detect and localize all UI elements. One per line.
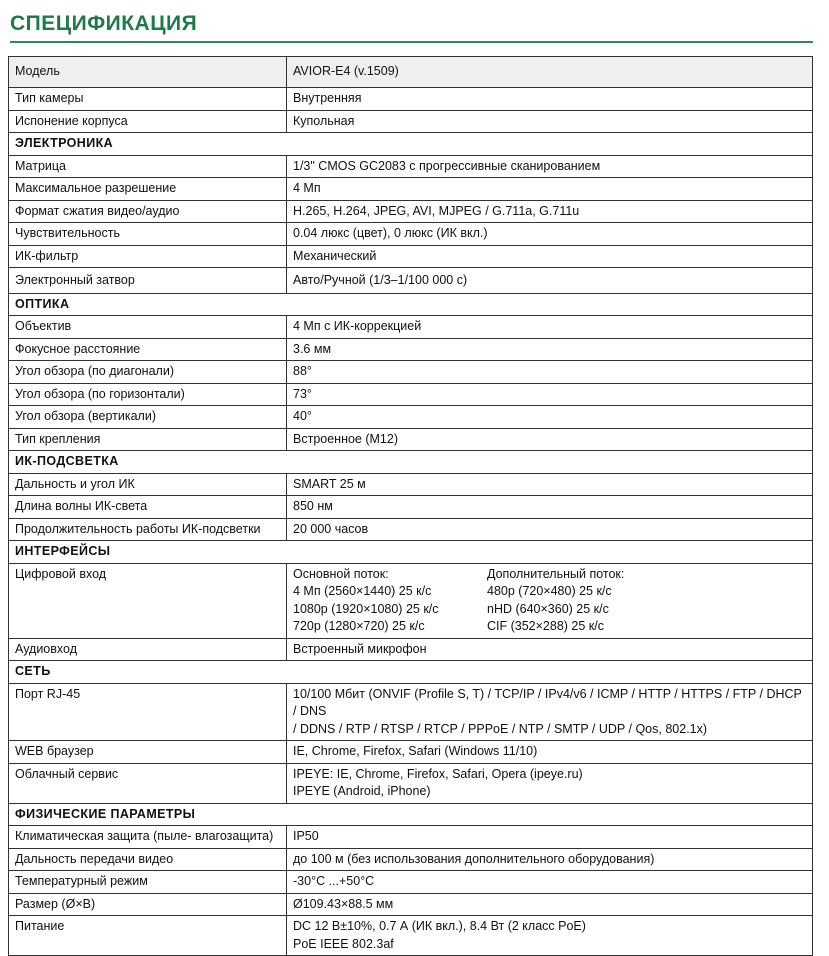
row-label: Тип камеры (9, 88, 287, 111)
row-value: IP50 (287, 826, 813, 849)
row-value: SMART 25 м (287, 473, 813, 496)
row-value: 850 нм (287, 496, 813, 519)
row-label: WEB браузер (9, 741, 287, 764)
list-item: Дополнительный поток: (487, 566, 625, 581)
page-title: СПЕЦИФИКАЦИЯ (10, 12, 198, 35)
row-label: Дальность передачи видео (9, 848, 287, 871)
title-divider (10, 41, 813, 43)
row-value: Внутренняя (287, 88, 813, 111)
table-row (9, 88, 813, 111)
specification-table (8, 56, 813, 956)
table-row (9, 893, 813, 916)
row-label: Облачный сервис (9, 763, 287, 803)
row-value: Механический (287, 245, 813, 268)
table-row (9, 268, 813, 294)
value-line: IPEYE (Android, iPhone) (293, 784, 431, 798)
row-label: Климатическая защита (пыле- влагозащита) (9, 826, 287, 849)
list-item: 1080p (1920×1080) 25 к/с (293, 601, 439, 616)
row-value: Встроенное (M12) (287, 428, 813, 451)
value-line: 10/100 Мбит (ONVIF (Profile S, T) / TCP/IP / IPv4/v6 / ICMP / HTTP / HTTPS / FTP / DHCP / DNS (293, 686, 802, 718)
row-label: Модель (9, 57, 287, 88)
row-label: Угол обзора (вертикали) (9, 406, 287, 429)
table-row (9, 496, 813, 519)
section-header (9, 293, 813, 316)
table-row (9, 473, 813, 496)
row-value (287, 683, 813, 741)
row-label: Фокусное расстояние (9, 338, 287, 361)
table-row (9, 518, 813, 541)
table-row (9, 57, 813, 88)
row-label: Угол обзора (по диагонали) (9, 361, 287, 384)
section-header (9, 541, 813, 564)
section-title: ОПТИКА (9, 293, 813, 316)
row-label: ИК-фильтр (9, 245, 287, 268)
main-stream-list (293, 566, 487, 636)
section-header (9, 661, 813, 684)
row-value: -30°C ...+50°C (287, 871, 813, 894)
row-label: Порт RJ-45 (9, 683, 287, 741)
row-label: Температурный режим (9, 871, 287, 894)
table-row (9, 563, 813, 638)
section-title: ФИЗИЧЕСКИЕ ПАРАМЕТРЫ (9, 803, 813, 826)
row-label: Объектив (9, 316, 287, 339)
row-value: 1/3" CMOS GC2083 с прогрессивные сканированием (287, 155, 813, 178)
table-row (9, 638, 813, 661)
table-row (9, 826, 813, 849)
table-row (9, 110, 813, 133)
row-label: Максимальное разрешение (9, 178, 287, 201)
table-row (9, 178, 813, 201)
row-label: Чувствительность (9, 223, 287, 246)
row-label: Матрица (9, 155, 287, 178)
row-value (287, 916, 813, 956)
section-header (9, 803, 813, 826)
table-row (9, 245, 813, 268)
list-item: 480p (720×480) 25 к/с (487, 584, 612, 598)
value-line: DC 12 В±10%, 0.7 А (ИК вкл.), 8.4 Вт (2 класс PoE) (293, 919, 586, 933)
row-value: 4 Мп (287, 178, 813, 201)
row-value: H.265, H.264, JPEG, AVI, MJPEG / G.711a, G.711u (287, 200, 813, 223)
list-item: Основной поток: (293, 566, 389, 581)
row-label: Питание (9, 916, 287, 956)
table-row (9, 741, 813, 764)
value-line: PoE IEEE 802.3af (293, 936, 394, 951)
table-row (9, 683, 813, 741)
row-value (287, 763, 813, 803)
row-value: до 100 м (без использования дополнительного оборудования) (287, 848, 813, 871)
list-item: nHD (640×360) 25 к/с (487, 601, 609, 616)
table-row (9, 383, 813, 406)
value-line: IPEYE: IE, Chrome, Firefox, Safari, Opera (ipeye.ru) (293, 766, 583, 781)
row-value: 40° (287, 406, 813, 429)
table-row (9, 200, 813, 223)
row-value: IE, Chrome, Firefox, Safari (Windows 11/10) (287, 741, 813, 764)
list-item: 4 Мп (2560×1440) 25 к/с (293, 584, 432, 598)
table-row (9, 871, 813, 894)
row-value: 4 Мп с ИК-коррекцией (287, 316, 813, 339)
section-header (9, 451, 813, 474)
row-label: Длина волны ИК-света (9, 496, 287, 519)
row-value: Авто/Ручной (1/3–1/100 000 с) (287, 268, 813, 294)
table-row (9, 848, 813, 871)
list-item: 720p (1280×720) 25 к/с (293, 619, 425, 633)
value-line: / DDNS / RTP / RTSP / RTCP / PPPoE / NTP / SMTP / UDP / Qos, 802.1x) (293, 721, 708, 736)
table-row (9, 316, 813, 339)
section-header (9, 133, 813, 156)
row-value: Купольная (287, 110, 813, 133)
section-title: ИК-ПОДСВЕТКА (9, 451, 813, 474)
row-label: Испонение корпуса (9, 110, 287, 133)
row-value: AVIOR-E4 (v.1509) (287, 57, 813, 88)
section-title: СЕТЬ (9, 661, 813, 684)
row-value: 0.04 люкс (цвет), 0 люкс (ИК вкл.) (287, 223, 813, 246)
row-label: Цифровой вход (9, 563, 287, 638)
row-label: Дальность и угол ИК (9, 473, 287, 496)
row-value: 3.6 мм (287, 338, 813, 361)
row-value: 88° (287, 361, 813, 384)
list-item: CIF (352×288) 25 к/с (487, 619, 604, 633)
row-label: Угол обзора (по горизонтали) (9, 383, 287, 406)
row-value: Встроенный микрофон (287, 638, 813, 661)
section-title: ЭЛЕКТРОНИКА (9, 133, 813, 156)
table-row (9, 763, 813, 803)
table-row (9, 406, 813, 429)
row-label: Размер (Ø×B) (9, 893, 287, 916)
row-label: Электронный затвор (9, 268, 287, 294)
row-value: Ø109.43×88.5 мм (287, 893, 813, 916)
table-row (9, 155, 813, 178)
row-label: Тип крепления (9, 428, 287, 451)
section-title: ИНТЕРФЕЙСЫ (9, 541, 813, 564)
row-value: 73° (287, 383, 813, 406)
row-value (287, 563, 813, 638)
table-row (9, 916, 813, 956)
row-label: Продолжительность работы ИК-подсветки (9, 518, 287, 541)
row-value: 20 000 часов (287, 518, 813, 541)
table-row (9, 361, 813, 384)
row-label: Формат сжатия видео/аудио (9, 200, 287, 223)
table-row (9, 428, 813, 451)
table-row (9, 223, 813, 246)
row-label: Аудиовход (9, 638, 287, 661)
table-row (9, 338, 813, 361)
sub-stream-list (487, 566, 806, 636)
